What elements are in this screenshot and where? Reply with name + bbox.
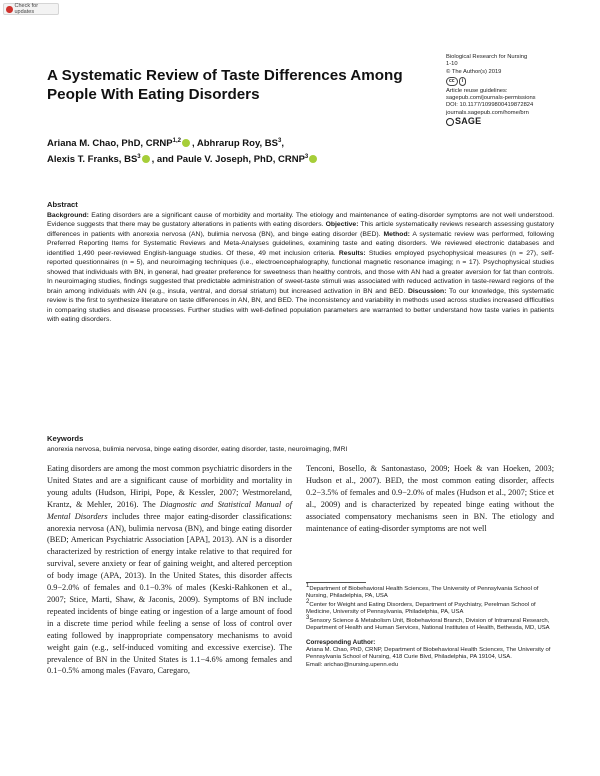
publisher-name: SAGE (455, 116, 482, 127)
affiliation-sup: 3 (278, 137, 282, 144)
discussion-text: To our knowledge, this systematic review is the first to synthesize literature on taste differences in AN, BN, and BED. The inconsistency and variability in methods used across studies increased difficulties in comparing studies and disease processes. Further studies with well-defined population parameters are warranted to better understand how taste varies in patients with eating disorders. (47, 287, 554, 323)
footnote-sup: 1 (306, 583, 310, 590)
abstract-heading: Abstract (47, 200, 78, 209)
publisher-logo (446, 118, 586, 126)
keywords-text: anorexia nervosa, bulimia nervosa, binge eating disorder, eating disorder, taste, neuroimaging, fMRI (47, 446, 348, 453)
author-chao: Ariana M. Chao, PhD, CRNP (47, 138, 173, 149)
keywords-section (47, 434, 554, 454)
affiliation-text: Center for Weight and Eating Disorders, Department of Psychiatry, Perelman School of Medicine, University of Pennsylvania, Philadelphia, PA, USA (306, 601, 536, 616)
author-separator: , (281, 138, 284, 149)
orcid-icon[interactable] (182, 139, 190, 147)
affiliation-2 (306, 598, 554, 617)
body-column-right (306, 463, 554, 534)
cc-icon: cc (446, 77, 458, 86)
author-roy: , Abhrarup Roy, BS (191, 138, 279, 149)
article-title: A Systematic Review of Taste Differences Among People With Eating Disorders (47, 67, 403, 103)
footnote-sup: 3 (306, 614, 310, 621)
check-updates-label: Check for updates (14, 3, 39, 15)
affiliation-text: Sensory Science & Metabolism Unit, Biobehavioral Branch, Division of Intramural Research, Department of Health and Human Services, National Institutes of Health, Bethesda, MD, USA (306, 617, 550, 632)
check-updates-icon (6, 6, 13, 13)
footnote-sup: 2 (306, 598, 310, 605)
objective-label: Objective: (325, 221, 359, 228)
footnote-divider (306, 582, 366, 583)
author-line-2 (47, 152, 527, 168)
results-text: Studies employed psychophysical measures (n = 27), self-reported questionnaires (n = 5), and neuroimaging techniques (i.e., electroencephalography, functional magnetic resonance imaging; n = 17). Psychophysical studies showed that individuals with BN, in general, had greater preference for sweetness than healthy controls, and those with AN had a greater aversion for fat than controls. In neuroimaging studies, findings suggested that predictable administration of sweet-taste stimuli was associated with reduced activation in taste-reward regions of the brain among individuals with AN (e.g., insula, ventral, and dorsal striatum) but increased activation in BN and BED. (47, 249, 555, 295)
author-joseph: , and Paule V. Joseph, PhD, CRNP (151, 154, 305, 165)
check-for-updates-badge[interactable] (3, 3, 59, 15)
affiliation-sup: 3 (137, 153, 141, 160)
affiliation-3 (306, 614, 554, 633)
method-label: Method: (383, 230, 410, 238)
attribution-icon: i (459, 77, 466, 86)
background-text: Eating disorders are a significant cause of morbidity and mortality. The etiology and maintenance of eating-disorder symptoms are not well understood. Evidence suggests that there may be gustatory alterations in patients with eating disorders. (47, 211, 554, 228)
reuse-guidelines: Article reuse guidelines: (446, 87, 508, 94)
journal-home-link[interactable]: journals.sagepub.com/home/brn (446, 109, 529, 116)
body-text: Eating disorders are among the most common psychiatric disorders in the United States and are a significant cause of morbidity and mortality in young adults (Hudson, Hiripi, Pope, & Kessler, 2007; Westmoreland, Krantz, & Mehler, 2016). The (47, 464, 292, 509)
objective-text: This article systematically reviews research assessing gustatory differences in patients with anorexia nervosa (AN), bulimia nervosa (BN), and binge eating disorder (BED). (47, 221, 554, 238)
affiliation-text: Department of Biobehavioral Health Sciences, The University of Pennsylvania School of Nursing, Philadelphia, PA, USA (306, 586, 539, 600)
orcid-icon[interactable] (142, 155, 150, 163)
author-line-1 (47, 136, 527, 152)
cc-license-badge[interactable] (446, 77, 586, 86)
keywords-heading: Keywords (47, 434, 84, 443)
orcid-icon[interactable] (309, 155, 317, 163)
journal-pages: 1-10 (446, 61, 458, 68)
affiliation-sup: 1,2 (172, 137, 181, 144)
background-label: Background: (47, 211, 89, 219)
body-text: Tenconi, Bosello, & Santonastaso, 2009; Hoek & van Hoeken, 2003; Hudson et al., 2007). BED, the most common eating disorder, affects 0.2−3.5% of females and 0.9−2.0% of males (Hudson et al., 2007; Stice et al., 2009) and is characterized by repeated binge eating without the associated compensatory mechanisms seen in BN. The etiology and maintenance of eating-disorder symptoms are not well (306, 464, 554, 533)
discussion-label: Discussion: (407, 287, 447, 295)
journal-info (446, 54, 586, 126)
author-list (47, 136, 527, 168)
body-column-left (47, 463, 292, 677)
dsm-title: Diagnostic and Statistical Manual of Mental Disorders (47, 499, 293, 521)
body-text: includes three major eating-disorder classifications: anorexia nervosa (AN), bulimia nervosa (BN), and binge eating disorder (BED; American Psychiatric Association [APA], 2013). AN is a disorder characterized by restriction of energy intake relative to that required for survival, severe anxiety or fear of gaining weight, and altered perception of body image (APA, 2013). In the United States, this disorder affects 0.9−2.0% of females and 0.1−0.3% of males (Keski-Rahkonen et al., 2007; Stice, Marti, Shaw, & Jaconis, 2009). Symptoms of BN include repeated incidents of binge eating or ingestion of a large amount of food in a discrete time period while feeling a sense of loss of control over eating followed by inappropriate compensatory mechanisms to avoid weight gain (e.g., self-induced vomiting and excessive exercise). The prevalence of BN in the United States is 1.1−4.6% among females and 0.1−0.5% among males (Favaro, Caregaro, (47, 511, 292, 676)
corresponding-author-email[interactable]: Email: arichao@nursing.upenn.edu (306, 661, 399, 668)
affiliation-1 (306, 583, 554, 601)
doi[interactable]: DOI: 10.1177/1099800419872824 (446, 102, 534, 109)
corresponding-author-heading: Corresponding Author: (306, 639, 376, 647)
sage-logo-icon (446, 118, 454, 126)
permissions-link[interactable]: sagepub.com/journals-permissions (446, 95, 536, 102)
corresponding-author-address: Ariana M. Chao, PhD, CRNP, Department of Biobehavioral Health Sciences, The University of Pennsylvania School of Nursing, 418 Curie Blvd, Philadelphia, PA 19104, USA. (306, 646, 551, 661)
affiliation-sup: 3 (304, 153, 309, 160)
footnotes (306, 582, 554, 669)
abstract-body (47, 211, 554, 325)
method-text: A systematic review was performed, following Preferred Reporting Items for Systematic Reviews and Meta-Analyses guidelines, examining taste and eating disorders. We reviewed electronic databases and identified 1,490 peer-reviewed English-language studies. Of these, 49 met inclusion criteria. (47, 230, 554, 257)
abstract-section (47, 200, 554, 325)
author-franks: Alexis T. Franks, BS (47, 154, 138, 165)
journal-name: Biological Research for Nursing (446, 54, 528, 60)
journal-copyright: © The Author(s) 2019 (446, 68, 502, 75)
results-label: Results: (338, 249, 366, 257)
